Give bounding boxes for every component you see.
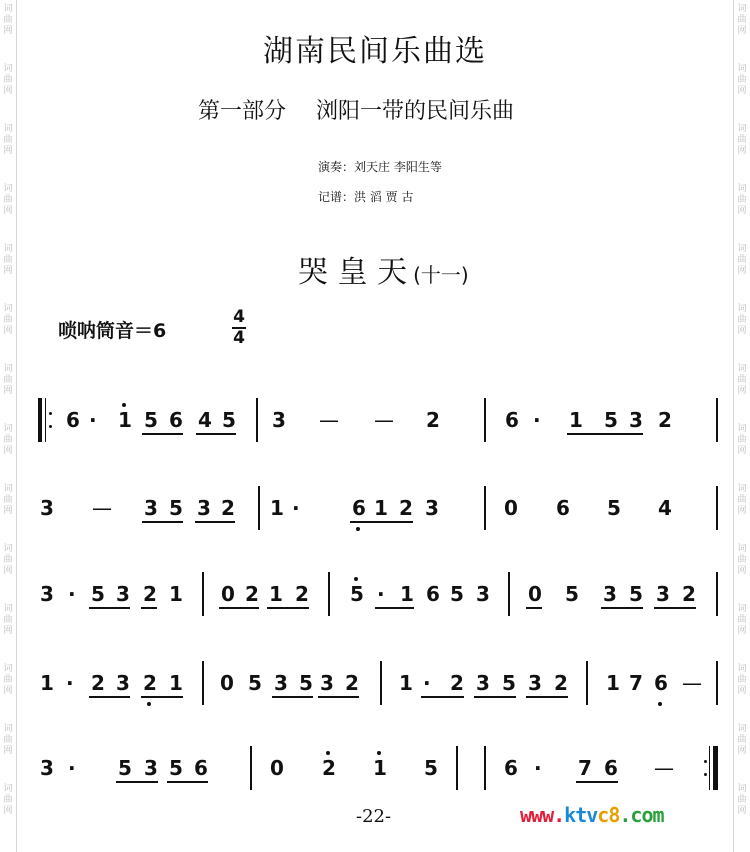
note-underline [318, 696, 359, 698]
octave-dot [122, 403, 126, 407]
watermark-glyphs: 词 曲 网 [3, 124, 13, 156]
score-note: 5 [299, 671, 313, 695]
score-note: 1 [606, 671, 620, 695]
score-note: 3 [603, 582, 617, 606]
page-number: -22- [356, 806, 392, 827]
barline [328, 572, 330, 616]
score-note: 5 [350, 582, 364, 606]
score-note: 5 [424, 756, 438, 780]
note-underline [195, 521, 235, 523]
barline [380, 661, 382, 705]
score-note: — [319, 408, 339, 432]
right-watermark-strip [733, 0, 750, 852]
barline [256, 398, 258, 442]
score-note: 5 [144, 408, 158, 432]
score-note: — [92, 496, 112, 520]
barline [508, 572, 510, 616]
watermark-glyphs: 词 曲 网 [737, 4, 747, 36]
repeat-end-thin [709, 746, 710, 790]
watermark-glyphs: 词 曲 网 [737, 784, 747, 816]
watermark-glyphs: 词 曲 网 [3, 244, 13, 276]
score-note: 1 [40, 671, 54, 695]
left-watermark-strip [0, 0, 17, 852]
watermark-glyphs: 词 曲 网 [737, 604, 747, 636]
watermark-glyphs: 词 曲 网 [737, 664, 747, 696]
key-signature [58, 316, 166, 343]
part-label: 第一部分 [198, 99, 287, 124]
score-note: 3 [116, 582, 130, 606]
watermark-glyphs: 词 曲 网 [3, 784, 13, 816]
barline [586, 661, 588, 705]
score-note: 1 [373, 756, 387, 780]
repeat-start-thin [45, 398, 46, 442]
barline [484, 398, 486, 442]
score-note: · [533, 408, 541, 432]
score-note: 5 [169, 496, 183, 520]
score-note: 5 [607, 496, 621, 520]
watermark-glyphs: 词 曲 网 [737, 184, 747, 216]
watermark-glyphs: 词 曲 网 [3, 364, 13, 396]
note-underline [89, 607, 130, 609]
score-note: 3 [629, 408, 643, 432]
note-underline [142, 521, 183, 523]
repeat-dot [49, 412, 52, 415]
score-note: 3 [274, 671, 288, 695]
meter-bottom: 4 [233, 328, 245, 348]
score-note: 3 [197, 496, 211, 520]
barline [202, 661, 204, 705]
score-note: 1 [400, 582, 414, 606]
note-underline [267, 607, 309, 609]
score-note: 2 [245, 582, 259, 606]
score-note: 0 [220, 671, 234, 695]
score-note: 3 [40, 496, 54, 520]
score-note: 3 [476, 671, 490, 695]
score-note: 2 [143, 582, 157, 606]
score-note: 7 [578, 756, 592, 780]
score-note: 6 [352, 496, 366, 520]
score-note: 6 [426, 582, 440, 606]
score-note: 1 [399, 671, 413, 695]
octave-dot [354, 577, 358, 581]
score-note: 2 [658, 408, 672, 432]
note-underline [601, 607, 643, 609]
watermark-glyphs: 词 曲 网 [737, 304, 747, 336]
barline [250, 746, 252, 790]
performers-credit: 演奏：刘天庄 李阳生等 [318, 160, 442, 174]
score-note: 5 [450, 582, 464, 606]
key-label: 唢呐筒音＝ [58, 320, 154, 342]
time-signature [232, 308, 246, 348]
score-note: 3 [40, 582, 54, 606]
site-watermark-text: www.ktvc8.com [520, 803, 664, 827]
note-underline [375, 607, 414, 609]
score-note: · [377, 582, 385, 606]
score-note: · [292, 496, 300, 520]
watermark-glyphs: 词 曲 网 [737, 64, 747, 96]
score-note: · [423, 671, 431, 695]
score-note: 2 [345, 671, 359, 695]
barline [258, 486, 260, 530]
score-note: 3 [528, 671, 542, 695]
key-note: 6 [153, 320, 167, 342]
watermark-glyphs: 词 曲 网 [3, 544, 13, 576]
score-note: 2 [450, 671, 464, 695]
note-underline [219, 607, 259, 609]
score-note: · [66, 671, 74, 695]
watermark-glyphs: 词 曲 网 [737, 244, 747, 276]
score-note: 0 [504, 496, 518, 520]
score-note: · [89, 408, 97, 432]
repeat-dot [704, 773, 707, 776]
note-underline [141, 696, 183, 698]
watermark-glyphs: 词 曲 网 [737, 484, 747, 516]
watermark-glyphs: 词 曲 网 [3, 484, 13, 516]
score-note: 2 [554, 671, 568, 695]
barline [716, 398, 718, 442]
score-note: 1 [270, 496, 284, 520]
repeat-dot [49, 425, 52, 428]
score-note: 2 [143, 671, 157, 695]
score-note: 1 [569, 408, 583, 432]
barline [716, 572, 718, 616]
score-note: · [68, 756, 76, 780]
watermark-glyphs: 词 曲 网 [3, 4, 13, 36]
score-note: 7 [629, 671, 643, 695]
book-title: 湖南民间乐曲选 [263, 34, 487, 69]
score-note: 5 [502, 671, 516, 695]
score-note: 5 [565, 582, 579, 606]
score-note: 6 [194, 756, 208, 780]
score-note: 5 [118, 756, 132, 780]
part-name: 浏阳一带的民间乐曲 [316, 99, 515, 124]
note-underline [350, 521, 413, 523]
score-note: 3 [476, 582, 490, 606]
score-note: 1 [169, 582, 183, 606]
note-underline [474, 696, 516, 698]
score-note: 6 [556, 496, 570, 520]
score-note: 4 [658, 496, 672, 520]
score-note: 2 [399, 496, 413, 520]
score-note: 2 [426, 408, 440, 432]
site-watermark [520, 803, 664, 827]
watermark-glyphs: 词 曲 网 [3, 724, 13, 756]
watermark-glyphs: 词 曲 网 [737, 724, 747, 756]
octave-dot [658, 702, 662, 706]
score-note: 1 [269, 582, 283, 606]
score-note: 1 [169, 671, 183, 695]
note-underline [167, 781, 208, 783]
score-note: 2 [322, 756, 336, 780]
score-note: 1 [374, 496, 388, 520]
note-underline [142, 433, 183, 435]
score-note: 0 [221, 582, 235, 606]
watermark-glyphs: 词 曲 网 [737, 544, 747, 576]
watermark-glyphs: 词 曲 网 [3, 304, 13, 336]
score-note: 5 [248, 671, 262, 695]
score-note: · [534, 756, 542, 780]
note-underline [567, 433, 643, 435]
score-note: — [682, 671, 702, 695]
note-underline [526, 696, 568, 698]
score-note: 3 [425, 496, 439, 520]
barline [484, 746, 486, 790]
watermark-glyphs: 词 曲 网 [3, 664, 13, 696]
score-note: 2 [295, 582, 309, 606]
score-note: 6 [604, 756, 618, 780]
score-note: 5 [91, 582, 105, 606]
score-note: 5 [604, 408, 618, 432]
score-note: — [654, 756, 674, 780]
score-note: 4 [198, 408, 212, 432]
score-note: 2 [91, 671, 105, 695]
note-underline [272, 696, 313, 698]
score-note: 6 [66, 408, 80, 432]
score-note: 0 [528, 582, 542, 606]
score-note: · [68, 582, 76, 606]
part-heading [198, 94, 514, 125]
watermark-glyphs: 词 曲 网 [3, 184, 13, 216]
score-note: 3 [144, 496, 158, 520]
note-underline [526, 607, 542, 609]
note-underline [116, 781, 158, 783]
score-note: 1 [118, 408, 132, 432]
repeat-end-bar [713, 746, 717, 790]
score-note: 0 [270, 756, 284, 780]
score-note: 2 [682, 582, 696, 606]
barline [716, 661, 718, 705]
note-underline [141, 607, 157, 609]
score-note: 3 [116, 671, 130, 695]
watermark-glyphs: 词 曲 网 [737, 364, 747, 396]
barline [202, 572, 204, 616]
score-note: — [374, 408, 394, 432]
note-underline [654, 607, 696, 609]
octave-dot [326, 751, 330, 755]
repeat-dot [704, 760, 707, 763]
song-number: (十一) [413, 263, 469, 287]
notation-credit: 记谱：洪 滔 贾 古 [318, 190, 414, 204]
song-title [298, 247, 469, 291]
note-underline [576, 781, 618, 783]
score-note: 5 [629, 582, 643, 606]
barline [484, 486, 486, 530]
score-note: 6 [505, 408, 519, 432]
watermark-glyphs: 词 曲 网 [3, 64, 13, 96]
watermark-glyphs: 词 曲 网 [3, 424, 13, 456]
song-title-text: 哭 皇 天 [298, 255, 408, 290]
note-underline [421, 696, 464, 698]
score-note: 5 [169, 756, 183, 780]
octave-dot [147, 702, 151, 706]
watermark-glyphs: 词 曲 网 [737, 124, 747, 156]
note-underline [89, 696, 130, 698]
barline [716, 486, 718, 530]
score-note: 3 [272, 408, 286, 432]
score-note: 5 [222, 408, 236, 432]
score-note: 3 [320, 671, 334, 695]
repeat-start-bar [38, 398, 42, 442]
score-note: 3 [144, 756, 158, 780]
watermark-glyphs: 词 曲 网 [3, 604, 13, 636]
barline [456, 746, 458, 790]
score-note: 3 [40, 756, 54, 780]
octave-dot [377, 751, 381, 755]
octave-dot [356, 527, 360, 531]
score-note: 6 [654, 671, 668, 695]
score-note: 6 [169, 408, 183, 432]
score-note: 2 [221, 496, 235, 520]
note-underline [196, 433, 236, 435]
meter-top: 4 [233, 307, 245, 327]
score-note: 3 [656, 582, 670, 606]
score-note: 6 [504, 756, 518, 780]
watermark-glyphs: 词 曲 网 [737, 424, 747, 456]
